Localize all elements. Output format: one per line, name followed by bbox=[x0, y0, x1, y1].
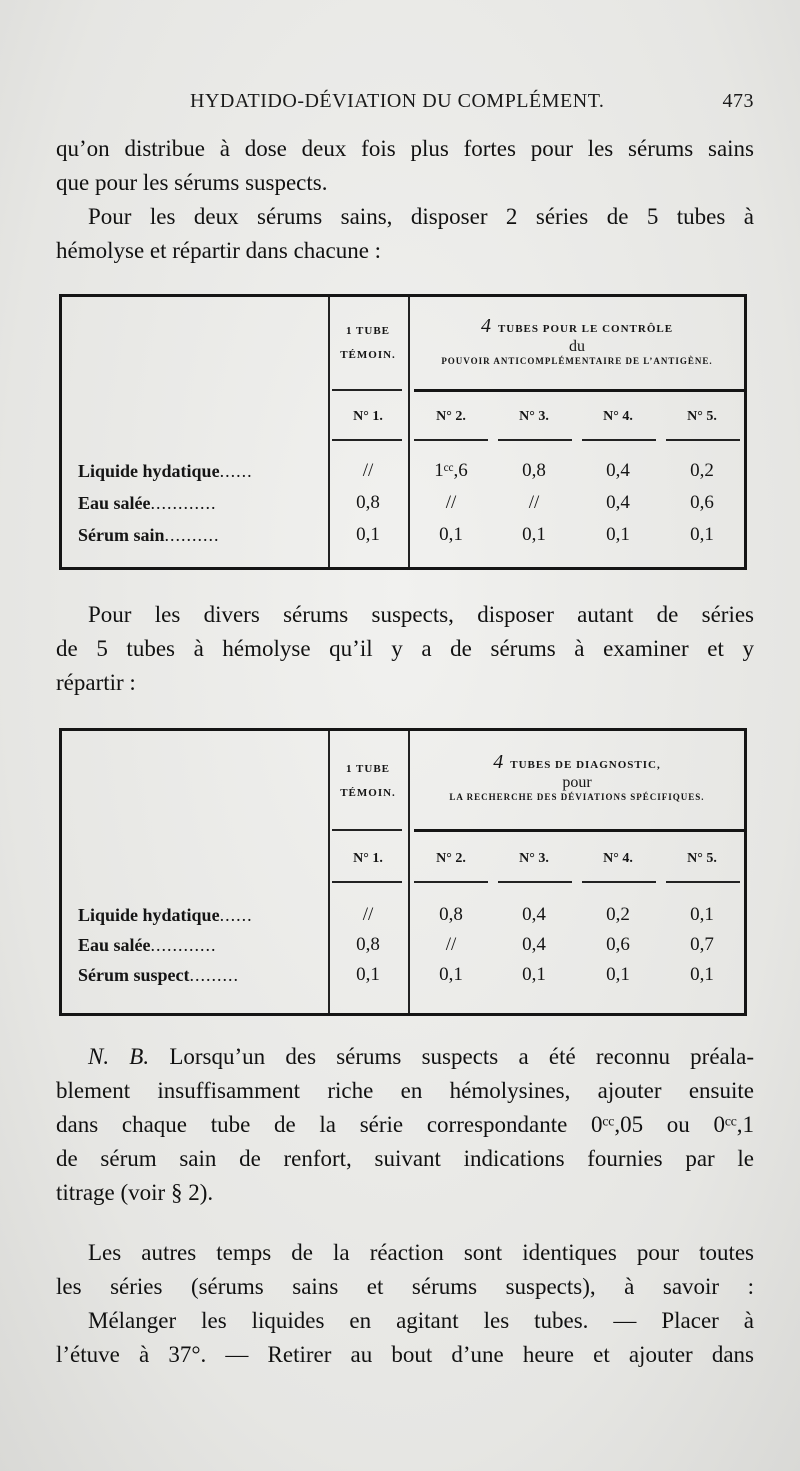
column-number: N° 4. bbox=[603, 409, 633, 424]
text-line: l’étuve à 37°. — Retirer au bout d’une heure et ajouter dans bbox=[56, 1342, 754, 1367]
text-line: de 5 tubes à hémolyse qu’il y a de sérums à examiner et y bbox=[56, 636, 754, 661]
table-cell: 0,1 bbox=[522, 964, 546, 985]
table-cell: 0,1 bbox=[356, 524, 380, 545]
paragraph-suspect bbox=[56, 598, 754, 700]
running-head bbox=[190, 90, 754, 113]
table-cell: 0,4 bbox=[522, 934, 546, 955]
table-cell: // bbox=[362, 904, 374, 925]
table-cell: 0,8 bbox=[356, 492, 380, 513]
text-line: titrage (voir § 2). bbox=[56, 1180, 214, 1205]
text-line: dans chaque tube de la série correspondante 0ᶜᶜ,05 ou 0ᶜᶜ,1 bbox=[56, 1112, 754, 1137]
table-cell: 0,2 bbox=[606, 904, 630, 925]
text-line: hémolyse et répartir dans chacune : bbox=[56, 238, 382, 263]
column-number: N° 1. bbox=[353, 851, 383, 866]
text-line: Les autres temps de la réaction sont identiques pour toutes bbox=[88, 1240, 754, 1265]
header-line: 1 TUBE bbox=[345, 763, 390, 775]
header-rule bbox=[414, 829, 744, 832]
row-rule bbox=[498, 439, 572, 441]
row-label-saline: Eau salée............ bbox=[78, 935, 217, 955]
header-line: TÉMOIN. bbox=[340, 349, 396, 361]
table-cell: 0,6 bbox=[606, 934, 630, 955]
running-title: HYDATIDO-DÉVIATION DU COMPLÉMENT. bbox=[190, 90, 605, 112]
table-cell: 0,1 bbox=[356, 964, 380, 985]
group-subtitle: LA RECHERCHE DES DÉVIATIONS SPÉCIFIQUES. bbox=[449, 792, 705, 802]
row-label-saline: Eau salée............ bbox=[78, 493, 217, 513]
column-number: N° 4. bbox=[603, 851, 633, 866]
table-suspect-serum bbox=[59, 728, 747, 1016]
control-tube-header bbox=[330, 319, 406, 367]
header-line: TÉMOIN. bbox=[340, 787, 396, 799]
text-line: Pour les divers sérums suspects, disposer autant de séries bbox=[88, 602, 754, 627]
table-cell: 1ᶜᶜ,6 bbox=[434, 460, 468, 481]
text-line: Mélanger les liquides en agitant les tubes. — Placer à bbox=[88, 1308, 754, 1333]
table-cell: 0,6 bbox=[690, 492, 714, 513]
table-cell: 0,4 bbox=[606, 492, 630, 513]
table-cell: 0,8 bbox=[522, 460, 546, 481]
row-rule bbox=[582, 881, 656, 883]
table-cell: 0,4 bbox=[606, 460, 630, 481]
group-connector: pour bbox=[562, 774, 592, 791]
text-line: blement insuffisamment riche en hémolysines, ajouter ensuite bbox=[56, 1078, 754, 1103]
row-rule bbox=[414, 881, 488, 883]
table-cell: 0,1 bbox=[439, 964, 463, 985]
table-cell: // bbox=[445, 934, 457, 955]
header-rule bbox=[332, 829, 402, 831]
nb-marker: N. B. bbox=[88, 1044, 150, 1069]
page-number: 473 bbox=[722, 90, 754, 112]
nb-text: Lorsqu’un des sérums suspects a été reconnu préala- bbox=[169, 1044, 755, 1069]
table-cell: 0,8 bbox=[439, 904, 463, 925]
row-rule bbox=[498, 881, 572, 883]
table-cell: 0,1 bbox=[606, 964, 630, 985]
table-cell: 0,1 bbox=[690, 524, 714, 545]
row-label-serum: Sérum sain.......... bbox=[78, 525, 220, 545]
column-number: N° 2. bbox=[436, 409, 466, 424]
row-label-suspect-serum: Sérum suspect......... bbox=[78, 965, 239, 985]
column-number: N° 3. bbox=[519, 851, 549, 866]
header-line: 1 TUBE bbox=[345, 325, 390, 337]
row-label-hydatid: Liquide hydatique...... bbox=[78, 905, 253, 925]
table-cell: // bbox=[445, 492, 457, 513]
row-rule bbox=[666, 439, 740, 441]
table-cell: // bbox=[528, 492, 540, 513]
column-number: N° 2. bbox=[436, 851, 466, 866]
text-line: Pour les deux sérums sains, disposer 2 séries de 5 tubes à bbox=[88, 204, 754, 229]
table-cell: 0,1 bbox=[690, 964, 714, 985]
group-subtitle: POUVOIR ANTICOMPLÉMENTAIRE DE L’ANTIGÈNE. bbox=[441, 356, 713, 366]
column-number: N° 5. bbox=[687, 409, 717, 424]
column-number: N° 1. bbox=[353, 409, 383, 424]
text-line: que pour les sérums suspects. bbox=[56, 170, 328, 195]
header-rule bbox=[332, 389, 402, 391]
column-number: N° 5. bbox=[687, 851, 717, 866]
text-line: de sérum sain de renfort, suivant indications fournies par le bbox=[56, 1146, 754, 1171]
paragraph-procedure bbox=[56, 1236, 754, 1372]
paragraph-intro bbox=[56, 132, 754, 268]
row-rule bbox=[332, 881, 402, 883]
table-healthy-serum bbox=[59, 294, 747, 570]
text-line: qu’on distribue à dose deux fois plus fortes pour les sérums sains bbox=[56, 136, 754, 161]
control-tube-header bbox=[330, 757, 406, 805]
group-header bbox=[410, 751, 744, 802]
table-cell: 0,7 bbox=[690, 934, 714, 955]
table-cell: 0,1 bbox=[606, 524, 630, 545]
table-cell: 0,8 bbox=[356, 934, 380, 955]
group-title: TUBES DE DIAGNOSTIC, bbox=[510, 759, 661, 771]
table-cell: 0,4 bbox=[522, 904, 546, 925]
text-line: répartir : bbox=[56, 670, 136, 695]
text-line: les séries (sérums sains et sérums suspects), à savoir : bbox=[56, 1274, 754, 1299]
group-count: 4 bbox=[480, 315, 492, 337]
group-header bbox=[410, 315, 744, 366]
table-cell: 0,2 bbox=[690, 460, 714, 481]
table-cell: 0,1 bbox=[439, 524, 463, 545]
row-label-hydatid: Liquide hydatique...... bbox=[78, 461, 253, 481]
group-title: TUBES POUR LE CONTRÔLE bbox=[497, 323, 674, 335]
header-rule bbox=[414, 389, 744, 392]
row-rule bbox=[582, 439, 656, 441]
group-count: 4 bbox=[493, 751, 505, 773]
table-cell: 0,1 bbox=[690, 904, 714, 925]
table-cell: // bbox=[362, 460, 374, 481]
row-rule bbox=[414, 439, 488, 441]
row-rule bbox=[666, 881, 740, 883]
column-number: N° 3. bbox=[519, 409, 549, 424]
text-line bbox=[56, 1040, 754, 1074]
table-cell: 0,1 bbox=[522, 524, 546, 545]
group-connector: du bbox=[569, 338, 585, 355]
paragraph-nota-bene bbox=[56, 1040, 754, 1210]
row-rule bbox=[332, 439, 402, 441]
